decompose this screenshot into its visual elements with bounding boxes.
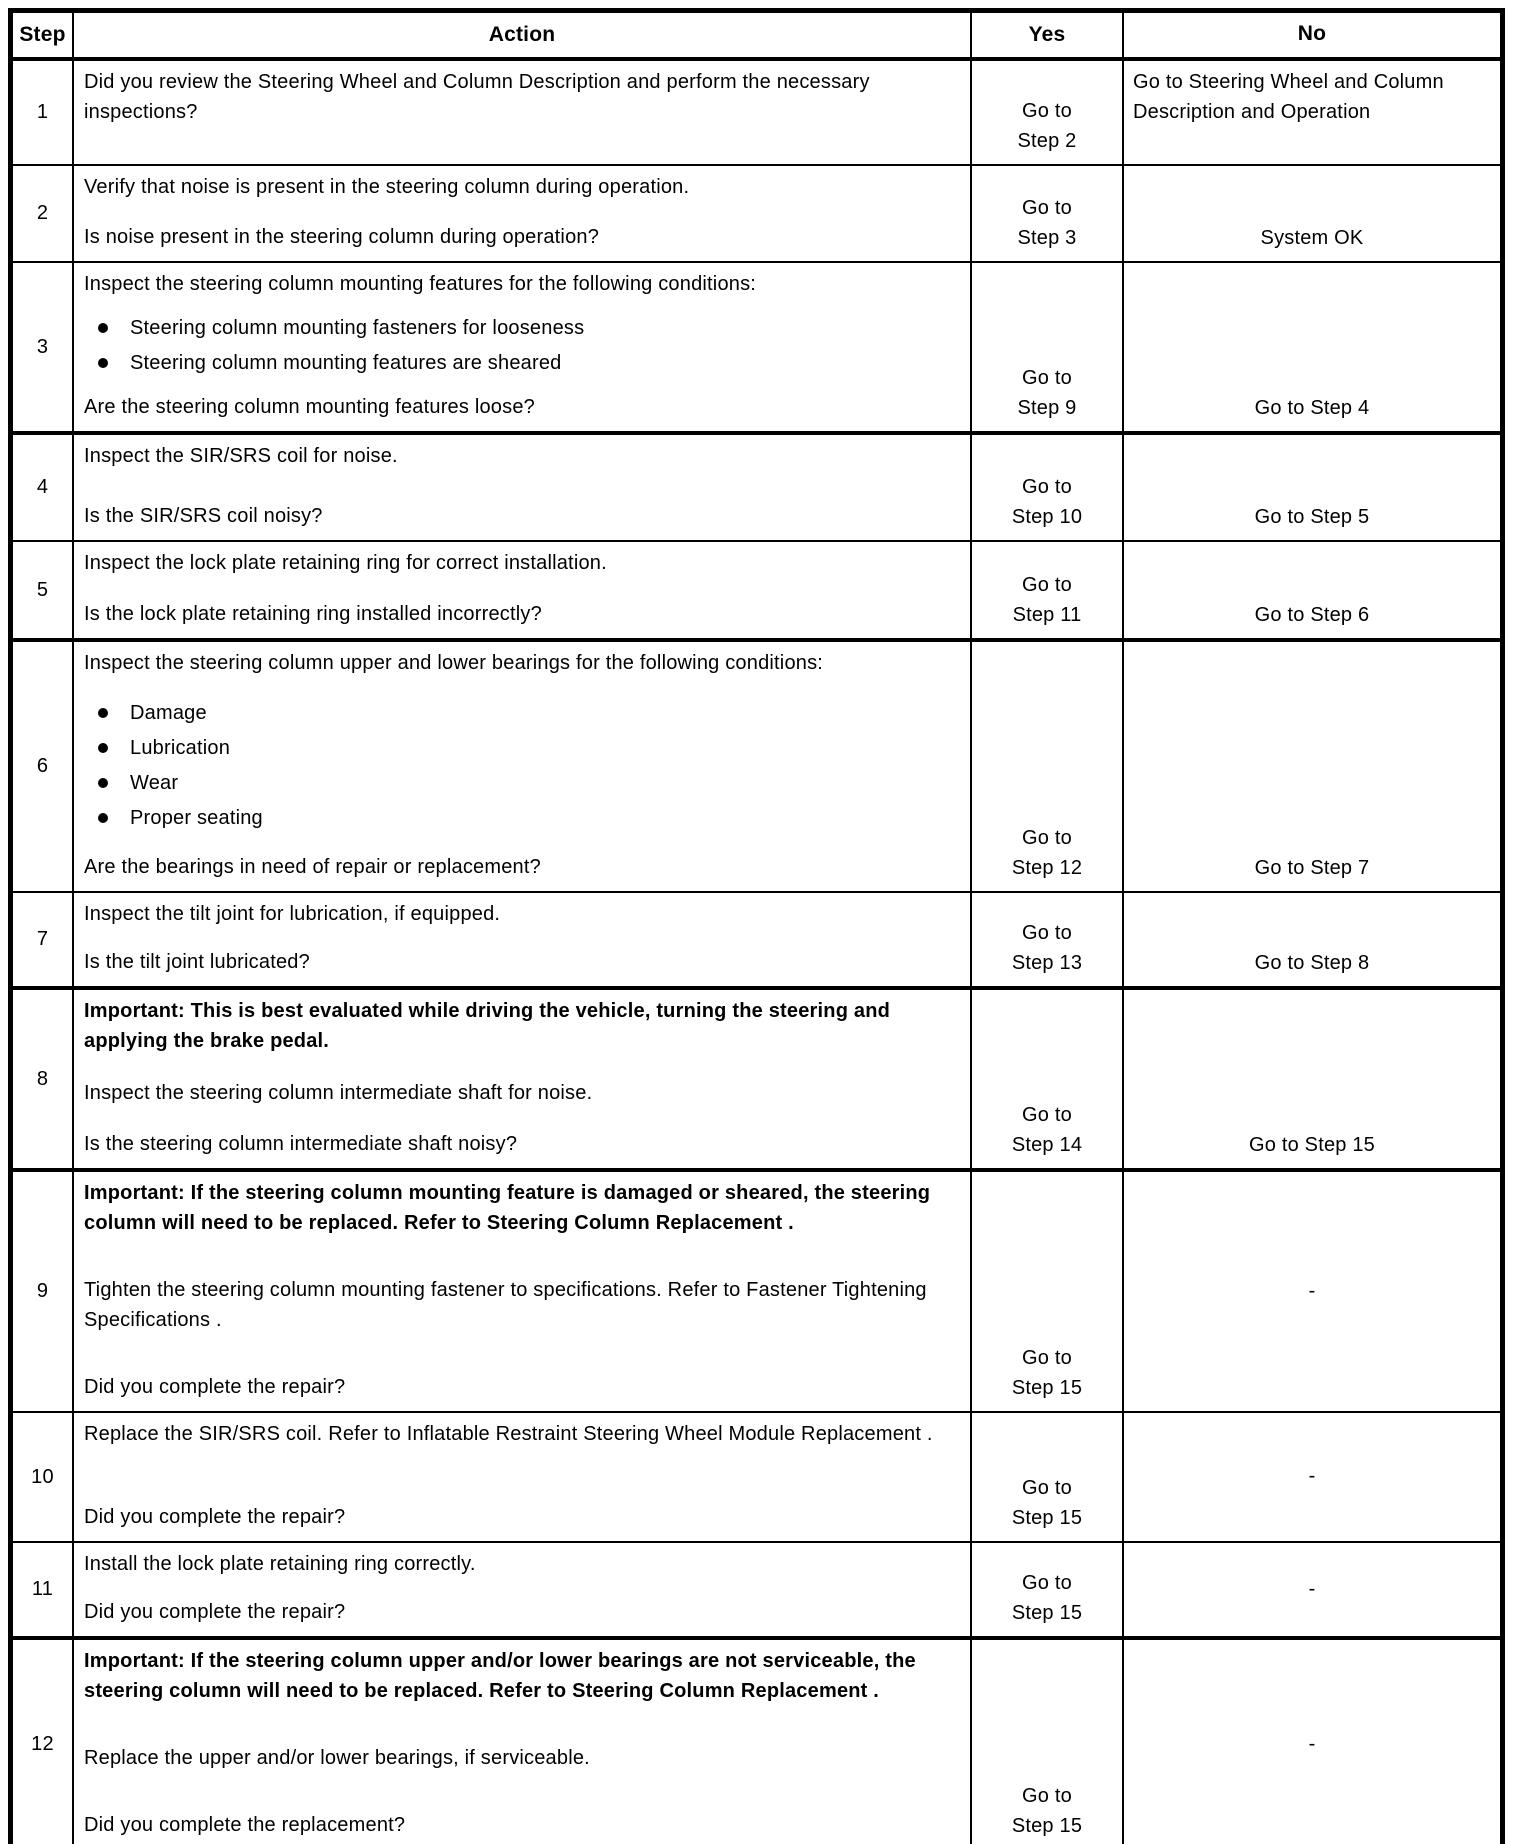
step-cell: [13, 166, 74, 261]
yes-goto-line: Go to: [1022, 827, 1072, 849]
yes-goto-line: Go to: [1022, 574, 1072, 596]
yes-cell: [972, 1413, 1124, 1541]
action-paragraph: Is the lock plate retaining ring installed incorrectly?: [84, 603, 542, 625]
yes-step-line: Step 14: [1011, 1134, 1083, 1156]
action-cell: [74, 990, 972, 1168]
action-paragraph: Is noise present in the steering column during operation?: [84, 226, 600, 248]
header-action: Action: [74, 13, 972, 57]
action-paragraph: Did you complete the repair?: [84, 1376, 346, 1398]
no-cell-text: Go to Step 15: [1248, 1134, 1376, 1156]
action-paragraph: Is the tilt joint lubricated?: [84, 951, 310, 973]
bullet-item: [84, 348, 956, 378]
yes-step-line: Step 13: [1011, 952, 1083, 974]
yes-step-line: Step 12: [1011, 857, 1083, 879]
bullet-dot-icon: [98, 358, 108, 368]
yes-goto-line: Go to: [1022, 1477, 1072, 1499]
no-cell: [1124, 642, 1500, 891]
table-row: [13, 166, 1500, 263]
table-header-row: [13, 13, 1500, 61]
action-cell: [74, 542, 972, 638]
no-cell-text: Go to Steering Wheel and Column Description and Operation: [1133, 71, 1444, 123]
yes-step-line: Step 9: [1017, 397, 1077, 419]
table-row: [13, 61, 1500, 166]
bullet-item: [84, 803, 956, 833]
bullet-text: Damage: [130, 701, 207, 724]
action-cell: [74, 166, 972, 261]
no-cell-text: -: [1308, 1279, 1316, 1302]
step-number: 8: [36, 1067, 49, 1090]
action-cell: [74, 642, 972, 891]
step-number: 1: [36, 101, 49, 123]
yes-goto-line: Go to: [1022, 476, 1072, 498]
bullet-item: [84, 733, 956, 763]
action-cell: [74, 1413, 972, 1541]
no-cell-text: Go to Step 6: [1254, 604, 1370, 626]
step-number: 7: [36, 928, 49, 950]
action-cell: [74, 1172, 972, 1411]
no-cell: [1124, 1543, 1500, 1636]
no-cell-text: -: [1308, 1577, 1316, 1600]
action-important-paragraph: Important: If the steering column mounting feature is damaged or sheared, the steering column will need to be replaced. Refer to Steering Column Replacement .: [84, 1182, 931, 1234]
yes-cell: [972, 263, 1124, 431]
no-cell-text: -: [1308, 1465, 1316, 1487]
bullet-list: [84, 308, 956, 383]
no-cell: [1124, 435, 1500, 540]
step-cell: [13, 542, 74, 638]
table-row: [13, 1413, 1500, 1543]
bullet-dot-icon: [98, 778, 108, 788]
action-cell: [74, 893, 972, 986]
yes-goto-line: Go to: [1022, 922, 1072, 944]
action-paragraph: Replace the upper and/or lower bearings, if serviceable.: [84, 1747, 590, 1769]
action-paragraph: Are the bearings in need of repair or replacement?: [84, 856, 541, 878]
no-cell: [1124, 893, 1500, 986]
yes-goto-line: Go to: [1022, 1785, 1072, 1807]
action-paragraph: Did you complete the replacement?: [84, 1814, 406, 1836]
table-row: [13, 1640, 1500, 1844]
yes-step-line: Step 15: [1011, 1377, 1083, 1399]
yes-cell: [972, 1543, 1124, 1636]
step-cell: [13, 263, 74, 431]
table-row: [13, 642, 1500, 893]
yes-step-line: Step 15: [1011, 1815, 1083, 1837]
step-number: 4: [36, 476, 49, 498]
yes-step-line: Step 15: [1011, 1507, 1083, 1529]
action-cell: [74, 1543, 972, 1636]
step-number: 2: [36, 202, 49, 224]
step-number: 3: [36, 335, 49, 358]
action-paragraph: Inspect the steering column upper and lower bearings for the following conditions:: [84, 652, 824, 674]
header-no: No: [1297, 22, 1327, 45]
no-cell: [1124, 1413, 1500, 1541]
action-cell: [74, 263, 972, 431]
no-cell: [1124, 263, 1500, 431]
action-paragraph: Is the steering column intermediate shaft noisy?: [84, 1133, 518, 1155]
action-paragraph: Did you review the Steering Wheel and Column Description and perform the necessary inspections?: [84, 71, 870, 123]
header-yes: Yes: [972, 13, 1124, 57]
table-row: [13, 893, 1500, 990]
header-step: Step: [13, 13, 74, 57]
no-cell-text: System OK: [1260, 227, 1364, 249]
action-paragraph: Inspect the steering column intermediate shaft for noise.: [84, 1081, 593, 1104]
action-paragraph: Are the steering column mounting features loose?: [84, 396, 535, 418]
yes-cell: [972, 1172, 1124, 1411]
step-cell: [13, 1640, 74, 1844]
yes-goto-line: Go to: [1022, 1572, 1072, 1594]
table-row: [13, 1543, 1500, 1640]
no-cell: [1124, 1172, 1500, 1411]
step-cell: [13, 893, 74, 986]
table-row: [13, 435, 1500, 542]
diagnostic-table: [8, 8, 1505, 1844]
step-cell: [13, 61, 74, 164]
yes-goto-line: Go to: [1022, 197, 1072, 219]
no-cell: [1124, 166, 1500, 261]
yes-step-line: Step 3: [1017, 227, 1077, 249]
bullet-item: [84, 768, 956, 798]
action-paragraph: Tighten the steering column mounting fastener to specifications. Refer to Fastener Tightening Specifications .: [84, 1279, 927, 1331]
action-cell: [74, 435, 972, 540]
action-paragraph: Inspect the SIR/SRS coil for noise.: [84, 445, 398, 467]
action-cell: [74, 61, 972, 164]
step-cell: [13, 435, 74, 540]
bullet-text: Lubrication: [130, 736, 231, 759]
step-number: 5: [36, 578, 49, 601]
yes-cell: [972, 990, 1124, 1168]
yes-goto-line: Go to: [1022, 367, 1072, 389]
yes-cell: [972, 61, 1124, 164]
step-cell: [13, 1543, 74, 1636]
bullet-list: [84, 693, 956, 838]
table-row: [13, 1172, 1500, 1413]
action-paragraph: Replace the SIR/SRS coil. Refer to Inflatable Restraint Steering Wheel Module Replacement .: [84, 1423, 933, 1445]
bullet-text: Wear: [130, 771, 179, 794]
no-cell: [1124, 990, 1500, 1168]
step-cell: [13, 642, 74, 891]
bullet-dot-icon: [98, 743, 108, 753]
bullet-text: Steering column mounting fasteners for looseness: [130, 317, 585, 339]
action-paragraph: Did you complete the repair?: [84, 1506, 346, 1528]
no-cell-text: Go to Step 8: [1254, 952, 1370, 974]
action-paragraph: Verify that noise is present in the steering column during operation.: [84, 176, 690, 198]
yes-step-line: Step 10: [1011, 506, 1083, 528]
step-cell: [13, 1172, 74, 1411]
step-cell: [13, 990, 74, 1168]
action-paragraph: Inspect the steering column mounting features for the following conditions:: [84, 273, 757, 295]
action-paragraph: Is the SIR/SRS coil noisy?: [84, 505, 323, 527]
step-number: 12: [31, 1733, 54, 1755]
action-cell: [74, 1640, 972, 1844]
step-number: 6: [36, 755, 49, 777]
action-paragraph: Install the lock plate retaining ring correctly.: [84, 1553, 476, 1575]
step-cell: [13, 1413, 74, 1541]
yes-cell: [972, 893, 1124, 986]
action-important-paragraph: Important: This is best evaluated while driving the vehicle, turning the steering and applying the brake pedal.: [84, 1000, 891, 1052]
yes-cell: [972, 435, 1124, 540]
bullet-dot-icon: [98, 323, 108, 333]
step-number: 11: [31, 1578, 54, 1600]
yes-cell: [972, 542, 1124, 638]
yes-cell: [972, 1640, 1124, 1844]
yes-cell: [972, 642, 1124, 891]
table-row: [13, 990, 1500, 1172]
action-important-paragraph: Important: If the steering column upper and/or lower bearings are not serviceable, the steering column will need to be replaced. Refer to Steering Column Replacement .: [84, 1650, 916, 1702]
bullet-dot-icon: [98, 813, 108, 823]
no-cell-text: -: [1308, 1732, 1316, 1755]
table-row: [13, 542, 1500, 642]
yes-step-line: Step 11: [1012, 604, 1082, 626]
bullet-item: [84, 698, 956, 728]
yes-goto-line: Go to: [1022, 1347, 1072, 1369]
bullet-item: [84, 313, 956, 343]
action-paragraph: Inspect the tilt joint for lubrication, if equipped.: [84, 903, 501, 925]
step-number: 9: [36, 1280, 49, 1302]
no-cell: [1124, 61, 1500, 164]
no-cell-text: Go to Step 4: [1254, 397, 1370, 419]
no-cell-text: Go to Step 7: [1254, 857, 1370, 879]
action-paragraph: Inspect the lock plate retaining ring for correct installation.: [84, 552, 607, 574]
bullet-text: Steering column mounting features are sheared: [130, 352, 562, 374]
no-cell: [1124, 542, 1500, 638]
yes-cell: [972, 166, 1124, 261]
yes-step-line: Step 15: [1011, 1602, 1083, 1624]
yes-goto-line: Go to: [1022, 1104, 1072, 1126]
bullet-text: Proper seating: [130, 806, 263, 829]
table-row: [13, 263, 1500, 435]
yes-step-line: Step 2: [1017, 130, 1077, 152]
table-body: [13, 61, 1500, 1844]
no-cell-text: Go to Step 5: [1254, 506, 1370, 528]
bullet-dot-icon: [98, 708, 108, 718]
yes-goto-line: Go to: [1022, 100, 1072, 122]
no-cell: [1124, 1640, 1500, 1844]
action-paragraph: Did you complete the repair?: [84, 1601, 346, 1623]
step-number: 10: [31, 1465, 54, 1488]
